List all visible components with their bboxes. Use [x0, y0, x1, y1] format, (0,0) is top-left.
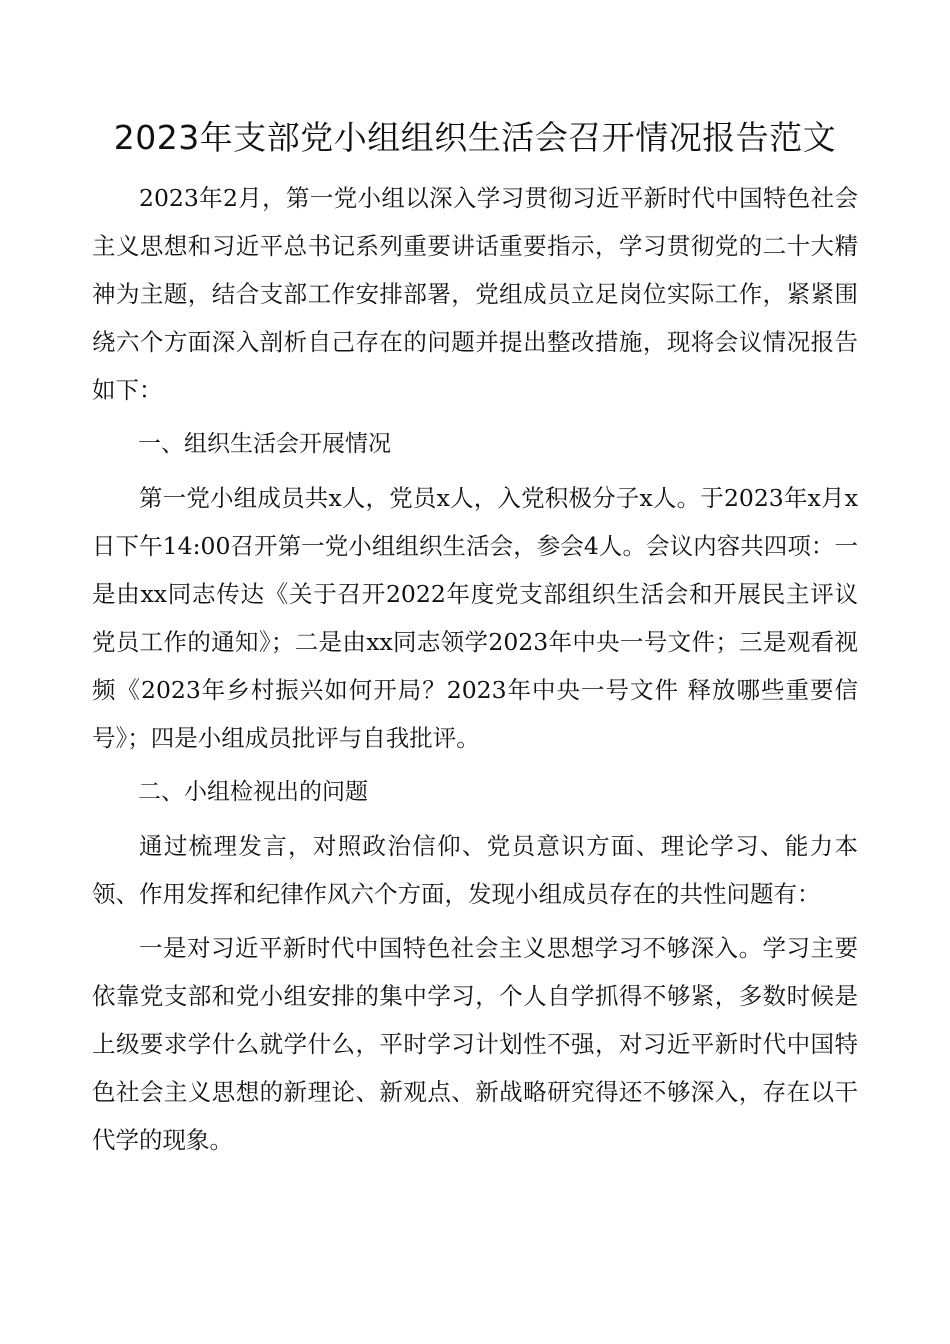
section-heading-2: 二、小组检视出的问题 — [138, 779, 368, 805]
document-body — [92, 174, 858, 1164]
document-title: 2023年支部党小组组织生活会召开情况报告范文 — [113, 118, 837, 157]
section-2-paragraph-2: 一是对习近平新时代中国特色社会主义思想学习不够深入。学习主要依靠党支部和党小组安排的集中学习，个人自学抓得不够紧，多数时候是上级要求学什么就学什么，平时学习计划性不强，对习近平新时代中国特色社会主义思想的新理论、新观点、新战略研究得还不够深入，存在以干代学的现象。 — [92, 934, 858, 1154]
section-1-paragraph: 第一党小组成员共x人，党员x人，入党积极分子x人。于2023年x月x日下午14:00召开第一党小组组织生活会，参会4人。会议内容共四项：一是由xx同志传达《关于召开2022年度党支部组织生活会和开展民主评议党员工作的通知》；二是由xx同志领学2023年中央一号文件；三是观看视频《2023年乡村振兴如何开局？2023年中央一号文件 释放哪些重要信号》；四是小组成员批评与自我批评。 — [92, 484, 858, 752]
section-2-paragraph-1: 通过梳理发言，对照政治信仰、党员意识方面、理论学习、能力本领、作用发挥和纪律作风六个方面，发现小组成员存在的共性问题有： — [92, 832, 858, 908]
intro-paragraph: 2023年2月，第一党小组以深入学习贯彻习近平新时代中国特色社会主义思想和习近平总书记系列重要讲话重要指示，学习贯彻党的二十大精神为主题，结合支部工作安排部署，党组成员立足岗位实际工作，紧紧围绕六个方面深入剖析自己存在的问题并提出整改措施，现将会议情况报告如下： — [92, 184, 858, 404]
section-heading-1: 一、组织生活会开展情况 — [138, 431, 391, 457]
